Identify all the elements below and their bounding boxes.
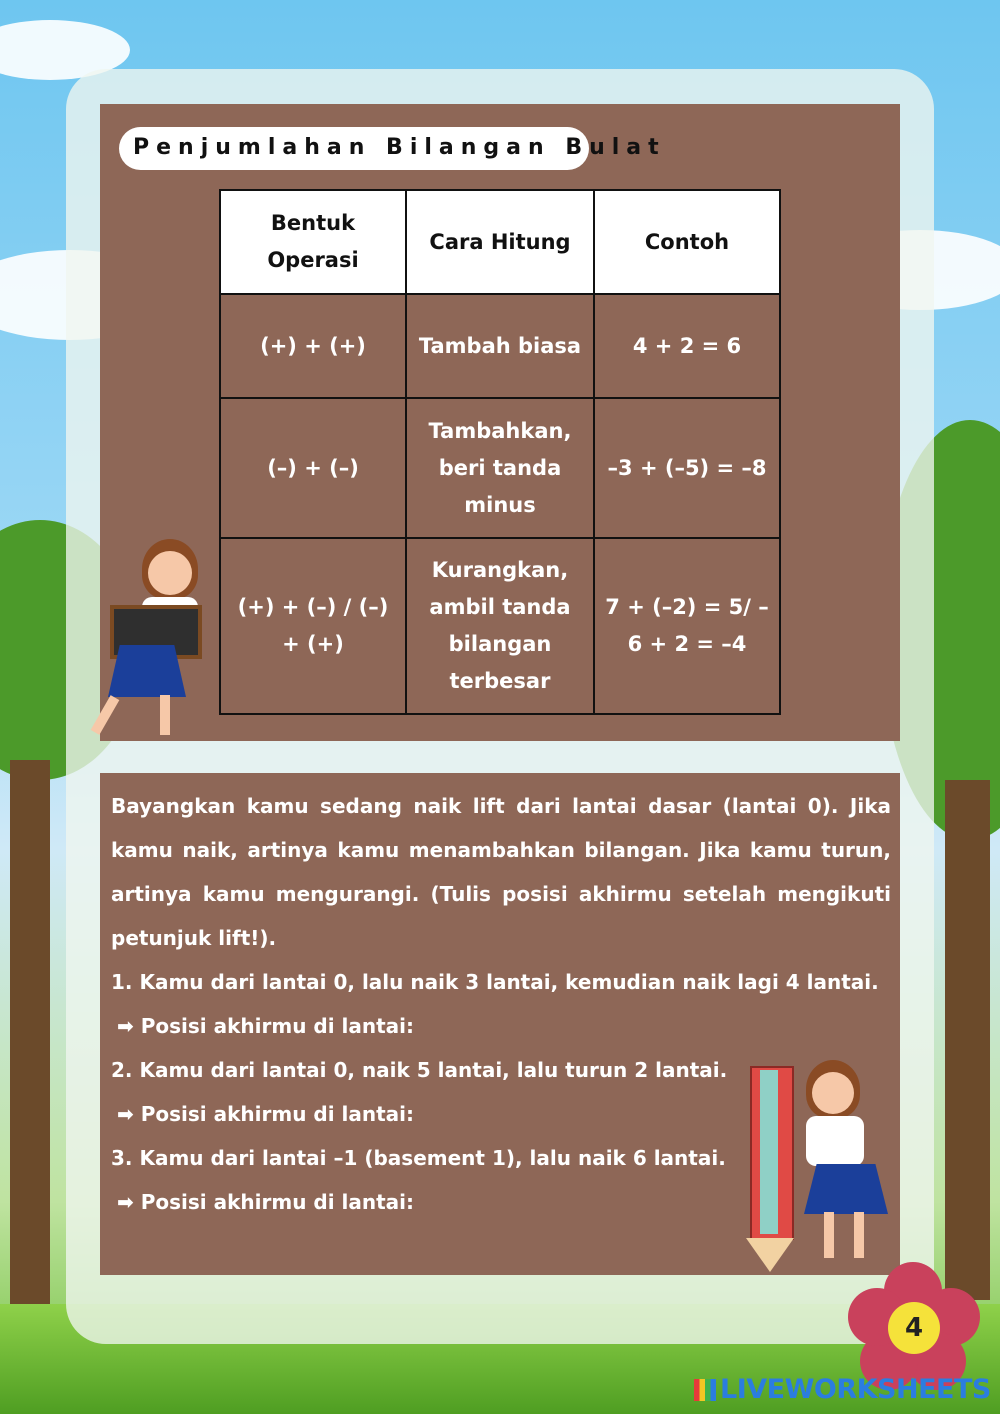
question-1: 1. Kamu dari lantai 0, lalu naik 3 lantai, kemudian naik lagi 4 lantai. [111,970,879,994]
answer-prompt-1: ➡ Posisi akhirmu di lantai: [117,1014,415,1038]
header-contoh: Contoh [594,190,780,294]
answer-prompt-3: ➡ Posisi akhirmu di lantai: [117,1190,415,1214]
page-number: 4 [888,1302,940,1354]
brand-name: LIVEWORKSHEETS [720,1374,991,1405]
table-row [220,538,780,714]
table-header-row [220,190,780,294]
cell-example: 7 + (–2) = 5/ –6 + 2 = –4 [594,538,780,714]
section-title: Penjumlahan Bilangan Bulat [133,135,666,160]
tree-trunk-left [10,760,50,1320]
brand-mark-icon [694,1379,716,1401]
section-title-pill [119,127,666,170]
cell-method: Kurangkan, ambil tanda bilangan terbesar [406,538,594,714]
cell-operation: (+) + (+) [220,294,406,398]
cell-example: –3 + (–5) = –8 [594,398,780,538]
header-cara-hitung: Cara Hitung [406,190,594,294]
operation-table [219,189,781,715]
cell-operation: (+) + (–) / (–) + (+) [220,538,406,714]
question-3: 3. Kamu dari lantai –1 (basement 1), lalu naik 6 lantai. [111,1146,726,1170]
cell-method: Tambah biasa [406,294,594,398]
header-bentuk-operasi: Bentuk Operasi [220,190,406,294]
table-row [220,398,780,538]
cell-method: Tambahkan, beri tanda minus [406,398,594,538]
girl-pencil-illustration [742,1060,902,1280]
table-row [220,294,780,398]
question-2: 2. Kamu dari lantai 0, naik 5 lantai, lalu turun 2 lantai. [111,1058,728,1082]
intro-paragraph: Bayangkan kamu sedang naik lift dari lantai dasar (lantai 0). Jika kamu naik, artinya kamu menambahkan bilangan. Jika kamu turun, artinya kamu mengurangi. (Tulis posisi akhirmu setelah mengikuti petunjuk lift!). [111,794,891,950]
tree-trunk-right [945,780,990,1300]
page-number-flower-icon [848,1262,978,1392]
brand-logo [694,1374,991,1405]
answer-prompt-2: ➡ Posisi akhirmu di lantai: [117,1102,415,1126]
cell-example: 4 + 2 = 6 [594,294,780,398]
girl-chalkboard-illustration [80,535,210,745]
cell-operation: (–) + (–) [220,398,406,538]
